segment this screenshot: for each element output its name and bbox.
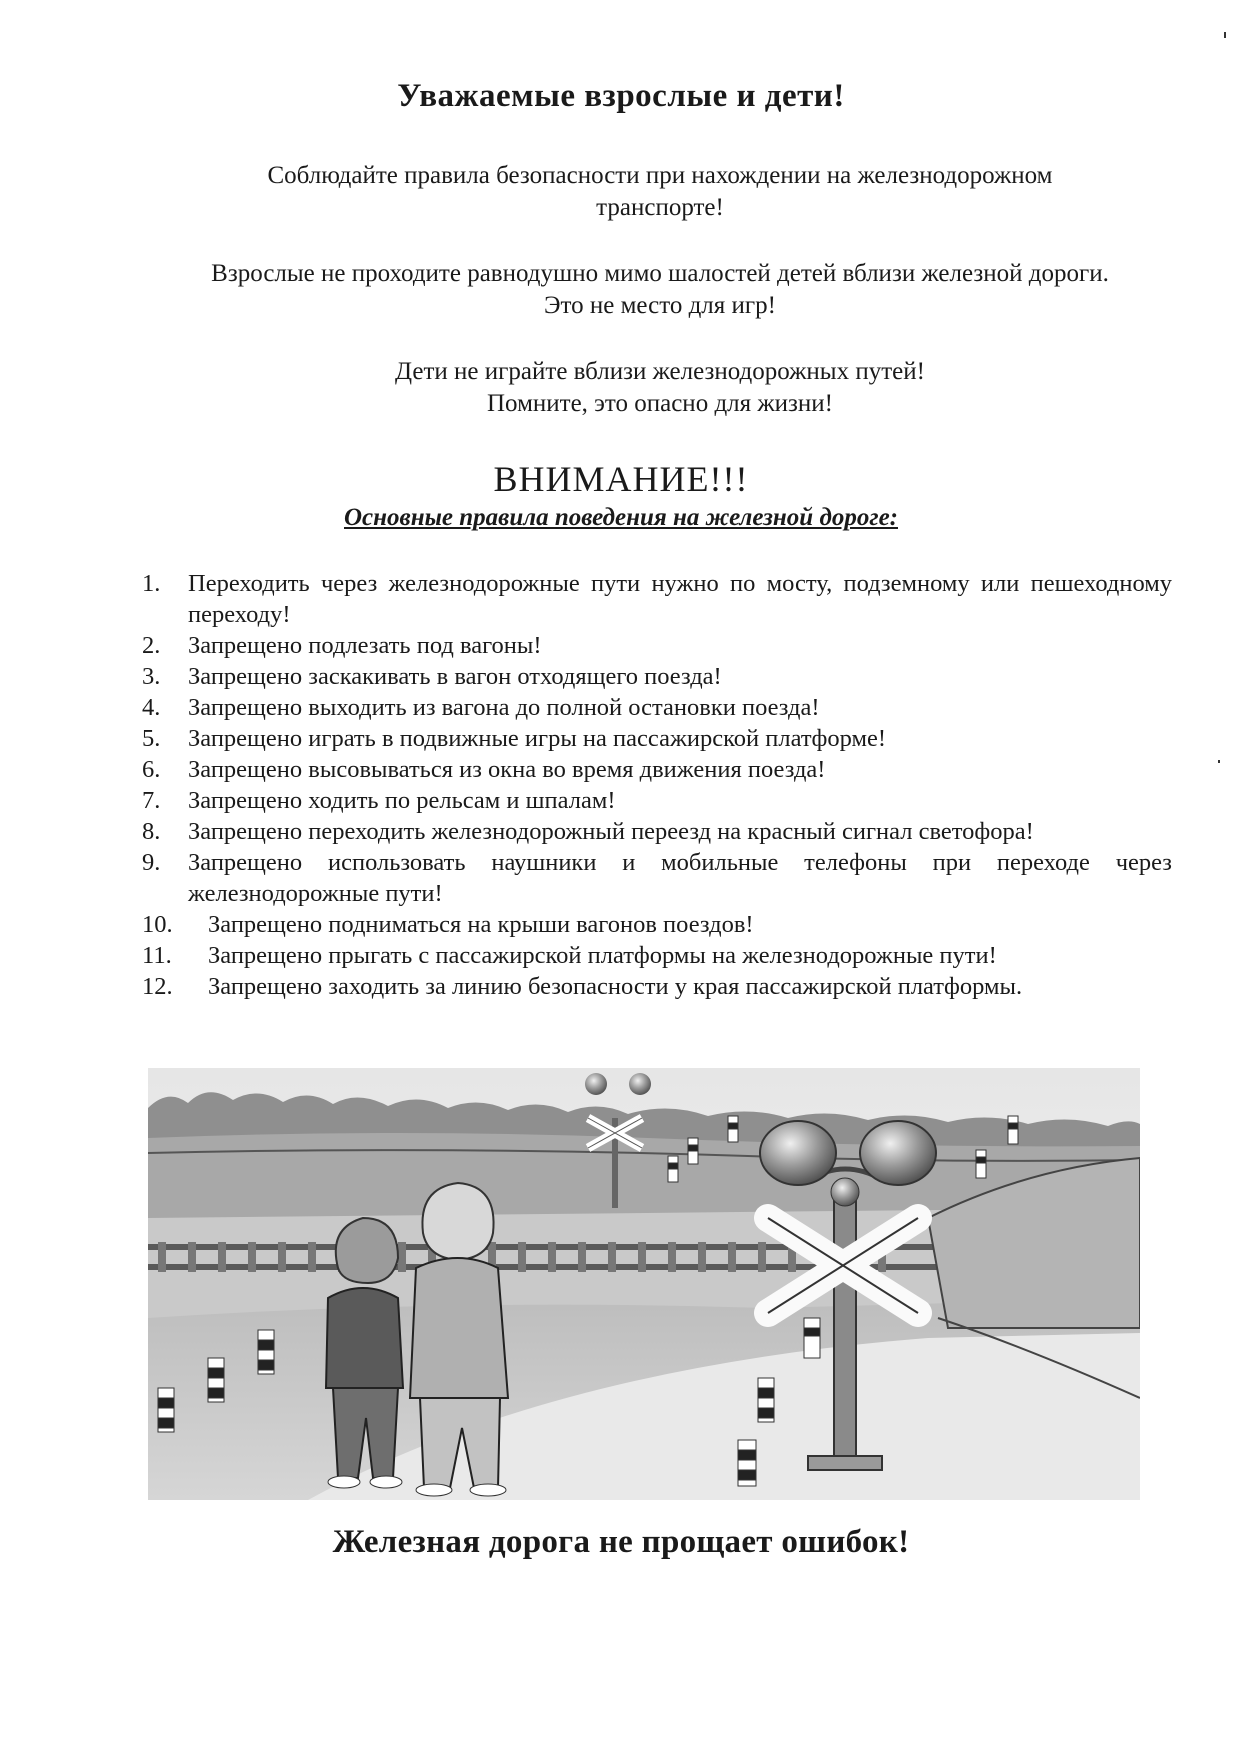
rule-item [142, 661, 1172, 692]
rule-number: 3. [142, 663, 161, 690]
rule-number: 9. [142, 849, 161, 876]
rule-text: Запрещено переходить железнодорожный переезд на красный сигнал светофора! [188, 818, 1034, 845]
rule-text: Запрещено заходить за линию безопасности у края пассажирской платформы. [208, 973, 1023, 1000]
rule-text: Запрещено прыгать с пассажирской платформы на железнодорожные пути! [208, 942, 997, 969]
rule-item [142, 940, 1172, 971]
rule-text: Запрещено заскакивать в вагон отходящего поезда! [188, 663, 722, 690]
rule-number: 12. [142, 973, 173, 1000]
rule-number: 5. [142, 725, 161, 752]
rule-item [142, 630, 1172, 661]
paragraph-line: Взрослые не проходите равнодушно мимо шалостей детей вблизи железной дороги. [211, 260, 1109, 287]
attention-heading: ВНИМАНИЕ!!! [493, 459, 749, 499]
rule-number: 10. [142, 911, 173, 938]
scan-speck [1224, 32, 1226, 38]
paragraph-children [140, 356, 1180, 420]
rule-text: Запрещено высовываться из окна во время движения поезда! [188, 756, 826, 783]
rule-text: Переходить через железнодорожные пути нужно по мосту, подземному или пешеходному переходу! [188, 570, 1172, 628]
railway-crossing-illustration [148, 1068, 1140, 1500]
rules-list [142, 568, 1172, 1002]
page-title: Уважаемые взрослые и дети! [397, 78, 845, 114]
rule-item [142, 971, 1172, 1002]
paragraph-safety [140, 160, 1180, 224]
rule-item [142, 909, 1172, 940]
rule-text: Запрещено играть в подвижные игры на пассажирской платформе! [188, 725, 887, 752]
rule-number: 6. [142, 756, 161, 783]
rules-subtitle: Основные правила поведения на железной дороге: [344, 504, 898, 531]
paragraph-adults [140, 258, 1180, 322]
rule-item [142, 568, 1172, 630]
rule-item [142, 692, 1172, 723]
scan-speck [1218, 760, 1220, 763]
paragraph-line: Соблюдайте правила безопасности при нахождении на железнодорожном [267, 162, 1053, 189]
rule-number: 4. [142, 694, 161, 721]
rule-text: Запрещено выходить из вагона до полной остановки поезда! [188, 694, 820, 721]
paragraph-line: Дети не играйте вблизи железнодорожных путей! [395, 358, 925, 385]
paragraph-line: Помните, это опасно для жизни! [486, 390, 833, 417]
rule-number: 1. [142, 570, 161, 597]
footer-slogan: Железная дорога не прощает ошибок! [332, 1524, 910, 1560]
rule-text: Запрещено подлезать под вагоны! [188, 632, 542, 659]
paragraph-line: транспорте! [596, 194, 724, 221]
rule-item [142, 723, 1172, 754]
rule-number: 8. [142, 818, 161, 845]
rule-item [142, 754, 1172, 785]
rule-item [142, 816, 1172, 847]
rule-item [142, 785, 1172, 816]
rule-number: 7. [142, 787, 161, 814]
rule-item [142, 847, 1172, 909]
rule-text: Запрещено использовать наушники и мобильные телефоны при переходе через железнодорожные пути! [188, 849, 1172, 907]
paragraph-line: Это не место для игр! [544, 292, 776, 319]
rule-number: 11. [142, 942, 172, 969]
rule-text: Запрещено подниматься на крыши вагонов поездов! [208, 911, 754, 938]
rule-text: Запрещено ходить по рельсам и шпалам! [188, 787, 616, 814]
rule-number: 2. [142, 632, 161, 659]
